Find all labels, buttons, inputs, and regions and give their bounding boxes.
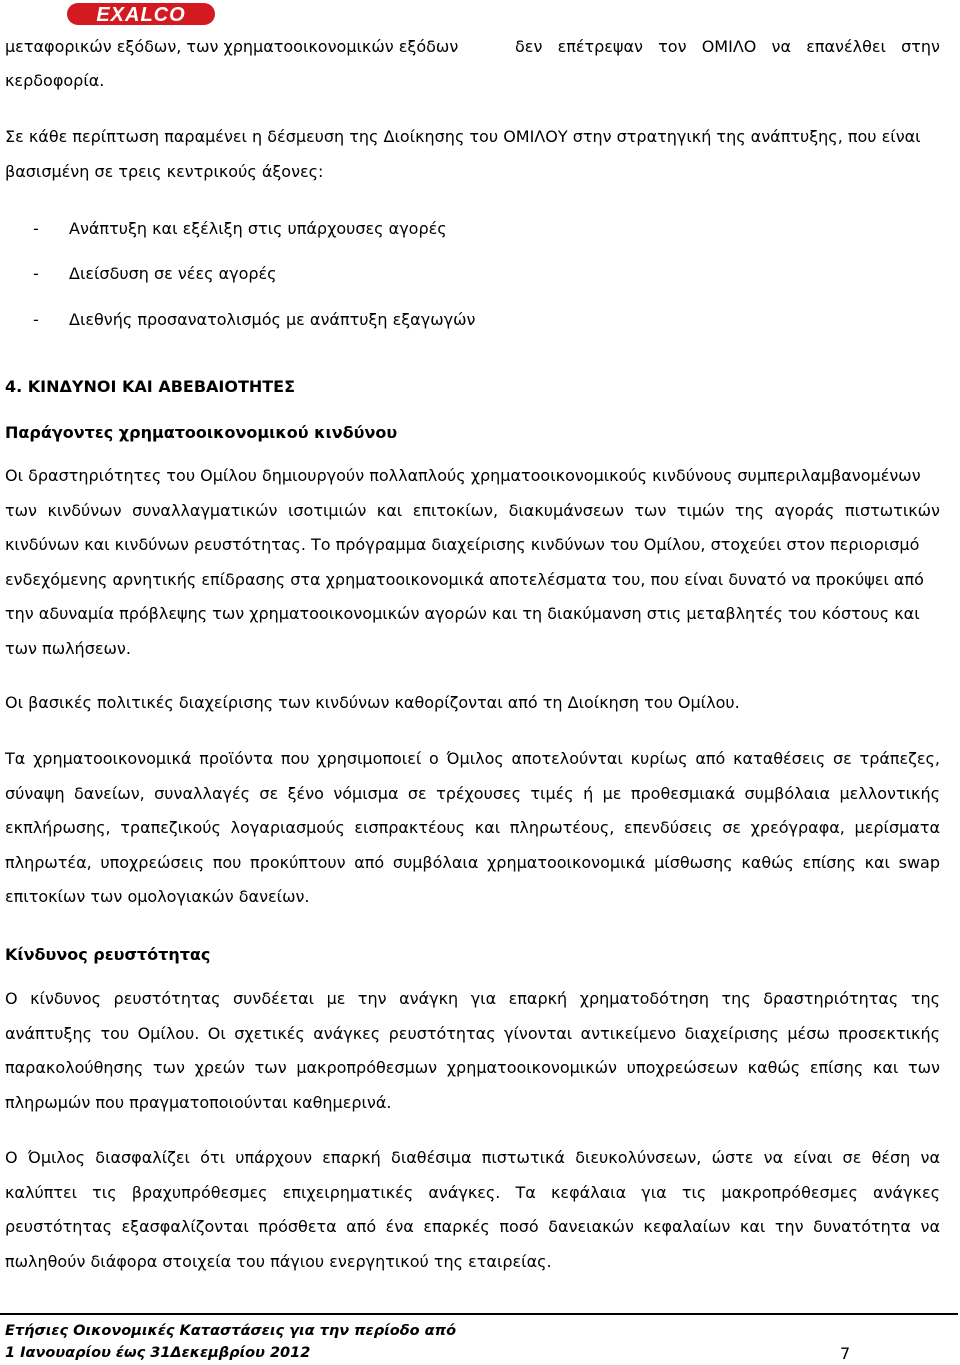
liquidity-line: ανάπτυξης του Ομίλου. Οι σχετικές ανάγκες ρευστότητας γίνονται αντικείμενο διαχείρισης μέσω προσεκτικής [5, 1023, 940, 1043]
strategy-line: Σε κάθε περίπτωση παραμένει η δέσμευση της Διοίκησης του ΟΜΙΛΟΥ στην στρατηγική της ανάπτυξης, που είναι [5, 127, 921, 146]
risk-line: εκπλήρωσης, τραπεζικούς λογαριασμούς εισπρακτέους και πληρωτέους, επενδύσεις σε χρεόγραφα, μερίσματα [5, 818, 940, 837]
footer-divider [0, 1313, 958, 1315]
risk-line: πληρωτέα, υποχρεώσεις που προκύπτουν από συμβόλαια χρηματοοικονομικά μίσθωσης καθώς επίσης και swap [5, 852, 940, 872]
risk-line: την αδυναμία πρόβλεψης των χρηματοοικονομικών αγορών και τη διακύμανση στις μεταβλητές του κόστους και [5, 604, 920, 623]
strategy-line: βασισμένη σε τρεις κεντρικούς άξονες: [5, 161, 324, 181]
bullet-dash: - [33, 264, 39, 283]
risk-paragraph-3 [5, 742, 940, 915]
exalco-logo [66, 2, 216, 26]
bullet-text: Διείσδυση σε νέες αγορές [69, 264, 277, 283]
intro-line-right: δεν επέτρεψαν τον ΟΜΙΛΟ να επανέλθει στην [515, 37, 940, 56]
strategy-paragraph [5, 120, 940, 189]
liquidity-line: ρευστότητας εξασφαλίζονται πρόσθετα από ένα επαρκές ποσό δανειακών κεφαλαίων και την δυνατότητα να [5, 1217, 940, 1236]
logo-text: EXALCO [96, 4, 186, 26]
bullet-text: Ανάπτυξη και εξέλιξη στις υπάρχουσες αγορές [69, 219, 447, 238]
bullet-text: Διεθνής προσανατολισμός με ανάπτυξη εξαγωγών [69, 310, 476, 329]
bullet-dash: - [33, 310, 39, 329]
risk-line: ενδεχόμενης αρνητικής επίδρασης στα χρηματοοικονομικά αποτελέσματα του, που είναι δυνατό να προκύψει από [5, 569, 924, 589]
liquidity-line: πληρωμών που πραγματοποιούνται καθημερινά. [5, 1092, 392, 1112]
risk-line: Οι δραστηριότητες του Ομίλου δημιουργούν πολλαπλούς χρηματοοικονομικούς κινδύνους συμπεριλαμβανομένων [5, 466, 921, 485]
strategy-bullet [33, 264, 277, 284]
footer-title: Ετήσιες Οικονομικές Καταστάσεις για την περίοδο από [5, 1323, 457, 1339]
section-title: 4. ΚΙΝΔΥΝΟΙ ΚΑΙ ΑΒΕΒΑΙΟΤΗΤΕΣ [5, 377, 296, 396]
liquidity-line: παρακολούθησης των χρεών των μακροπρόθεσμων χρηματοοικονομικών υποχρεώσεων καθώς επίσης και των [5, 1058, 940, 1077]
page-number: 7 [840, 1344, 851, 1363]
intro-line-2: κερδοφορία. [5, 71, 105, 90]
section-subtitle: Παράγοντες χρηματοοικονομικού κινδύνου [5, 423, 398, 442]
strategy-bullet [33, 310, 475, 330]
liquidity-line: Ο Όμιλος διασφαλίζει ότι υπάρχουν επαρκή διαθέσιμα πιστωτικά διευκολύνσεων, ώστε να είναι σε θέση να [5, 1148, 940, 1167]
liquidity-heading: Κίνδυνος ρευστότητας [5, 945, 211, 964]
liquidity-line: καλύπτει τις βραχυπρόθεσμες επιχειρηματικές ανάγκες. Τα κεφάλαια για τις μακροπρόθεσμες ανάγκες [5, 1182, 940, 1202]
risk-line: κινδύνων και κινδύνων ρευστότητας. Το πρόγραμμα διαχείρισης κινδύνων του Ομίλου, στοχεύει στον περιορισμό [5, 535, 920, 554]
risk-line: σύναψη δανείων, συναλλαγές σε ξένο νόμισμα σε τρέχουσες τιμές ή με προθεσμιακά συμβόλαια μελλοντικής [5, 783, 940, 803]
risk-paragraph-2 [5, 686, 940, 721]
liquidity-paragraph-1 [5, 982, 940, 1120]
bullet-dash: - [33, 219, 39, 238]
strategy-bullet [33, 219, 447, 239]
risk-line: των πωλήσεων. [5, 638, 131, 658]
risk-line: Οι βασικές πολιτικές διαχείρισης των κινδύνων καθορίζονται από τη Διοίκηση του Ομίλου. [5, 693, 740, 712]
intro-line-left: μεταφορικών εξόδων, των χρηματοοικονομικών εξόδων [5, 37, 459, 56]
liquidity-line: Ο κίνδυνος ρευστότητας συνδέεται με την ανάγκη για επαρκή χρηματοδότηση της δραστηριότητας της [5, 989, 940, 1008]
risk-paragraph-1 [5, 459, 940, 666]
risk-line: Τα χρηματοοικονομικά προϊόντα που χρησιμοποιεί ο Όμιλος αποτελούνται κυρίως από καταθέσεις σε τράπεζες, [5, 749, 940, 768]
liquidity-line: πωληθούν διάφορα στοιχεία του πάγιου ενεργητικού της εταιρείας. [5, 1251, 552, 1271]
risk-line: των κινδύνων συναλλαγματικών ισοτιμιών και επιτοκίων, διακυμάνσεων των τιμών της αγοράς πιστωτικών [5, 500, 940, 520]
risk-line: επιτοκίων των ομολογιακών δανείων. [5, 887, 310, 906]
footer-period: 1 Ιανουαρίου έως 31Δεκεμβρίου 2012 [5, 1345, 311, 1361]
liquidity-paragraph-2 [5, 1141, 940, 1279]
